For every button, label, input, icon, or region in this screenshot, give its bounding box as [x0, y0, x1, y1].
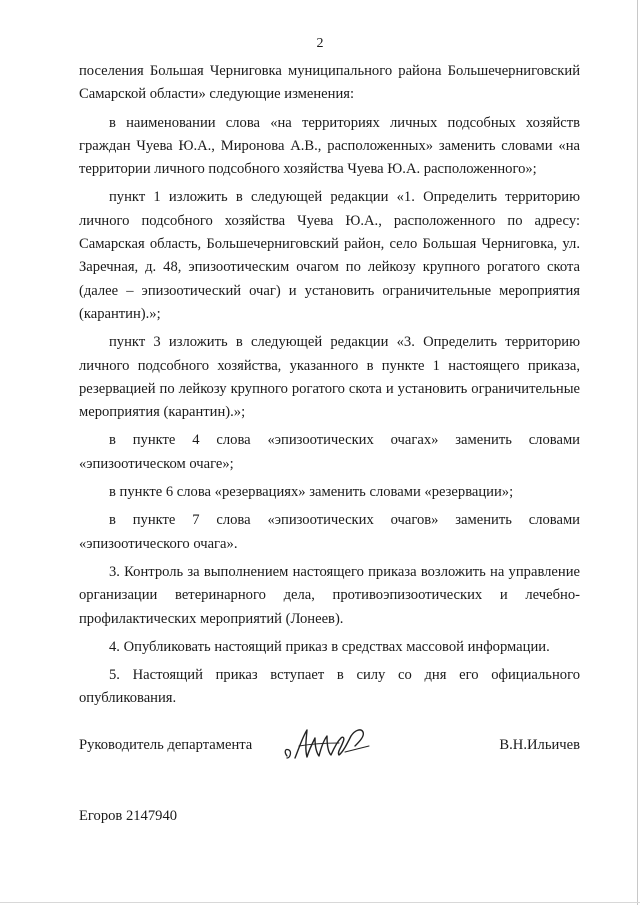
paragraph-amend-point-1: пункт 1 изложить в следующей редакции «1. Определить территорию личного подсобного хозяйства Чуева Ю.А., расположенного по адресу: Самарская область, Большечерниговский район, село Большая Черниговка, ул. Заречная, д. 48, эпизоотическим очагом по лейкозу крупного рогатого скота (далее – эпизоотический очаг) и установить ограничительные мероприятия (карантин).»;	[79, 189, 580, 322]
paragraph-item-5-effective: 5. Настоящий приказ вступает в силу со дня его официального опубликования.	[79, 667, 580, 707]
paragraph-item-4-publish: 4. Опубликовать настоящий приказ в средствах массовой информации.	[109, 638, 550, 655]
paragraph-amend-point-3: пункт 3 изложить в следующей редакции «3. Определить территорию личного подсобного хозяйства, указанного в пункте 1 настоящего приказа, резервацией по лейкозу крупного рогатого скота и установить ограничительные мероприятия (карантин).»;	[79, 334, 580, 421]
page-edge-bottom	[0, 902, 640, 903]
page-number: 2	[316, 36, 324, 51]
paragraph-amend-title: в наименовании слова «на территориях личных подсобных хозяйств граждан Чуева Ю.А., Миронова А.В., расположенных» заменить словами «на территории личного подсобного хозяйства Чуева Ю.А. расположенного»;	[79, 114, 580, 178]
paragraph-amend-point-7: в пункте 7 слова «эпизоотических очагов» заменить словами «эпизоотического очага».	[79, 512, 580, 552]
signatory-title: Руководитель департамента	[79, 737, 253, 753]
paragraph-intro: поселения Большая Черниговка муниципального района Большечерниговский Самарской области» следующие изменения:	[79, 63, 580, 103]
paragraph-item-3-control: 3. Контроль за выполнением настоящего приказа возложить на управление организации ветеринарного дела, противоэпизоотических и лечебно-профилактических мероприятий (Лонеев).	[79, 563, 580, 627]
document-body	[79, 60, 580, 711]
paragraph-amend-point-6: в пункте 6 слова «резервациях» заменить словами «резервации»;	[109, 484, 514, 501]
signatory-name: В.Н.Ильичев	[499, 737, 580, 753]
paragraph-amend-point-4: в пункте 4 слова «эпизоотических очагах» заменить словами «эпизоотическом очаге»;	[79, 432, 580, 472]
handwritten-signature	[281, 722, 373, 766]
executor-note: Егоров 2147940	[79, 808, 178, 824]
signature-block	[79, 720, 580, 770]
page-edge-right	[637, 0, 638, 905]
